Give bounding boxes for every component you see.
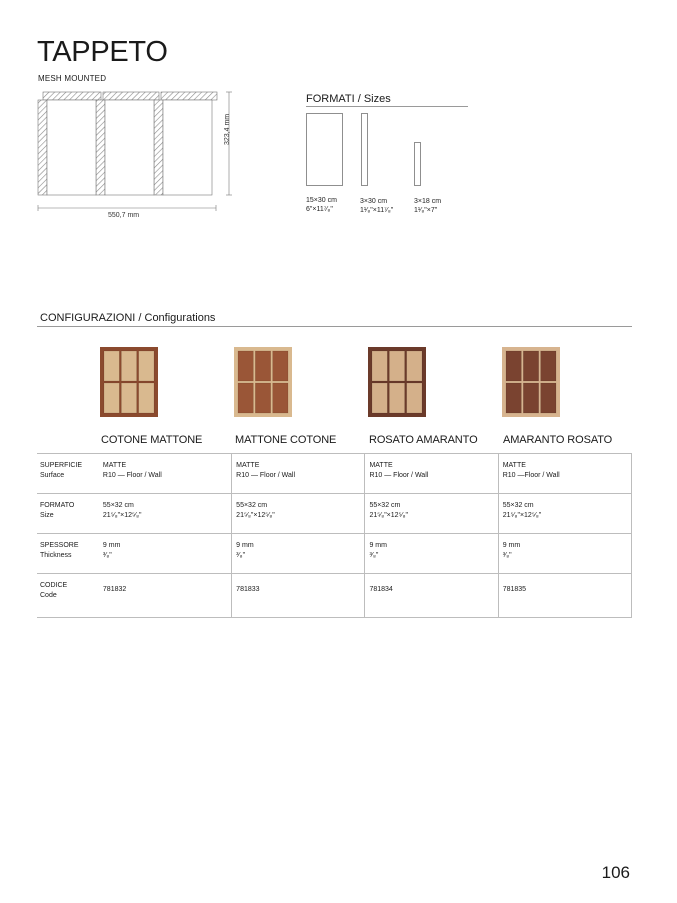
thumbnail-tile — [407, 351, 422, 381]
spec-table — [37, 453, 632, 618]
mesh-top-strip — [161, 92, 217, 100]
table-cell: 55×32 cm 21⁵⁄₈"×12⁵⁄₈" — [498, 494, 631, 534]
thumbnail-tile — [389, 383, 404, 413]
table-row — [37, 494, 632, 534]
mesh-side-strip — [38, 100, 47, 195]
config-thumbnail-mattone-cotone — [234, 347, 292, 417]
config-thumbnail-rosato-amaranto — [368, 347, 426, 417]
mesh-panel — [105, 100, 154, 195]
size-shape-3x18 — [414, 142, 421, 186]
table-cell: MATTE R10 — Floor / Wall — [232, 454, 365, 494]
config-name-mattone-cotone: MATTONE COTONE — [235, 434, 337, 446]
sizes-heading-rule — [306, 106, 468, 107]
table-cell: 9 mm ³⁄₈" — [498, 534, 631, 574]
table-cell: 781834 — [365, 574, 498, 618]
config-thumbnail-amaranto-rosato — [502, 347, 560, 417]
table-cell: 9 mm ³⁄₈" — [99, 534, 232, 574]
width-dimension-label: 550,7 mm — [108, 212, 140, 219]
thumbnail-tile — [541, 383, 556, 413]
thumbnail-tile — [506, 383, 521, 413]
table-row — [37, 534, 632, 574]
size-shape-3x30 — [361, 113, 368, 186]
config-name-cotone-mattone: COTONE MATTONE — [101, 434, 203, 446]
table-cell: 781835 — [498, 574, 631, 618]
mesh-top-strip — [103, 92, 159, 100]
height-dimension-label: 323,4 mm — [224, 113, 231, 145]
thumbnail-tile — [273, 383, 288, 413]
thumbnail-tile — [255, 383, 270, 413]
table-cell: 9 mm ³⁄₈" — [365, 534, 498, 574]
thumbnail-tile — [273, 351, 288, 381]
mesh-side-strip — [96, 100, 105, 195]
row-label-size: FORMATO Size — [37, 494, 99, 534]
table-cell: MATTE R10 — Floor / Wall — [99, 454, 232, 494]
size-shape-15x30 — [306, 113, 343, 186]
thumbnail-tile — [139, 351, 154, 381]
table-cell: 9 mm ³⁄₈" — [232, 534, 365, 574]
thumbnail-tile — [372, 383, 387, 413]
table-cell: MATTE R10 —Floor / Wall — [498, 454, 631, 494]
config-name-amaranto-rosato: AMARANTO ROSATO — [503, 434, 613, 446]
table-cell: 781832 — [99, 574, 232, 618]
page-number: 106 — [601, 863, 630, 882]
thumbnail-tile — [389, 351, 404, 381]
thumbnail-tile — [407, 383, 422, 413]
thumbnail-tile — [541, 351, 556, 381]
page-title: TAPPETO — [37, 36, 168, 68]
row-label-surface: SUPERFICIE Surface — [37, 454, 99, 494]
page-subtitle: MESH MOUNTED — [38, 74, 107, 83]
thumbnail-tile — [372, 351, 387, 381]
table-cell: MATTE R10 — Floor / Wall — [365, 454, 498, 494]
size-label-3x18: 3×18 cm 1¹⁄₈"×7" — [414, 198, 442, 214]
mesh-top-strip — [43, 92, 101, 100]
thumbnail-tile — [523, 351, 538, 381]
configurations-heading-rule — [37, 326, 632, 327]
thumbnail-tile — [121, 351, 136, 381]
table-cell: 55×32 cm 21⁵⁄₈"×12⁵⁄₈" — [232, 494, 365, 534]
thumbnail-tile — [104, 351, 119, 381]
table-cell: 55×32 cm 21⁵⁄₈"×12⁵⁄₈" — [99, 494, 232, 534]
mesh-panel — [163, 100, 212, 195]
row-label-code: CODICE Code — [37, 574, 99, 618]
configurations-heading: CONFIGURAZIONI / Configurations — [40, 312, 216, 324]
config-name-rosato-amaranto: ROSATO AMARANTO — [369, 434, 478, 446]
thumbnail-tile — [139, 383, 154, 413]
thumbnail-tile — [104, 383, 119, 413]
size-label-15x30: 15×30 cm 6"×11⁷⁄₈" — [306, 197, 337, 213]
size-label-3x30: 3×30 cm 1¹⁄₈"×11⁷⁄₈" — [360, 198, 394, 214]
mesh-diagram — [30, 88, 250, 223]
sizes-heading: FORMATI / Sizes — [306, 93, 391, 105]
table-row — [37, 454, 632, 494]
mesh-side-strip — [154, 100, 163, 195]
table-cell: 781833 — [232, 574, 365, 618]
thumbnail-tile — [255, 351, 270, 381]
thumbnail-tile — [121, 383, 136, 413]
row-label-thickness: SPESSORE Thickness — [37, 534, 99, 574]
mesh-panel — [47, 100, 96, 195]
thumbnail-tile — [238, 383, 253, 413]
thumbnail-tile — [506, 351, 521, 381]
table-row — [37, 574, 632, 618]
table-cell: 55×32 cm 21⁵⁄₈"×12⁵⁄₈" — [365, 494, 498, 534]
thumbnail-tile — [238, 351, 253, 381]
config-thumbnail-cotone-mattone — [100, 347, 158, 417]
thumbnail-tile — [523, 383, 538, 413]
